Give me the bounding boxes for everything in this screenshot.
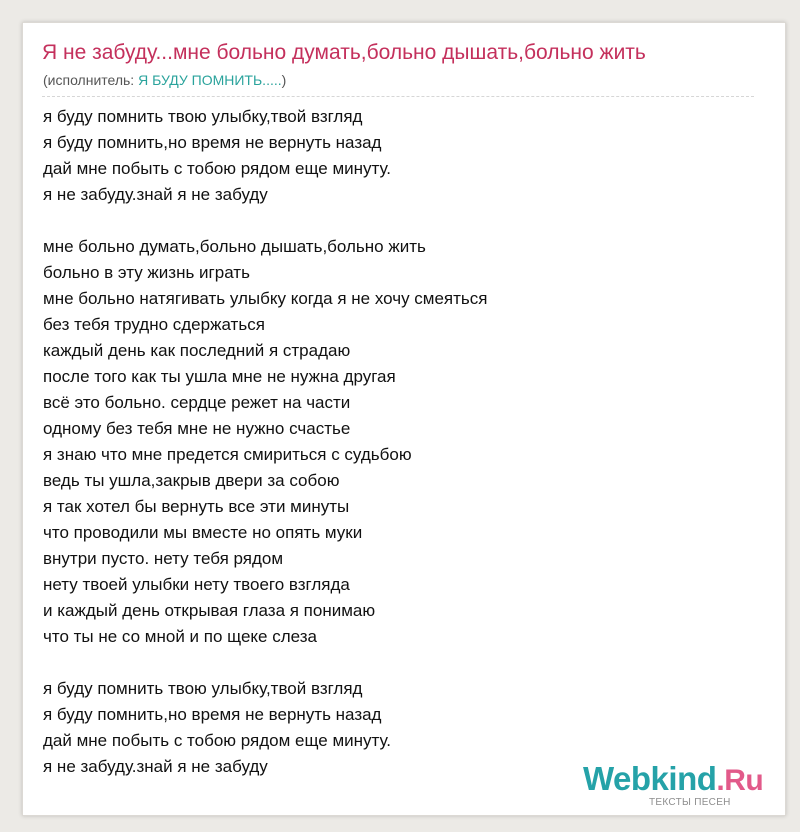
logo-tagline: ТЕКСТЫ ПЕСЕН	[649, 797, 731, 808]
lyric-line: нету твоей улыбки нету твоего взгляда	[43, 575, 350, 594]
lyric-line: всё это больно. сердце режет на части	[43, 393, 351, 412]
lyric-line: я буду помнить,но время не вернуть назад	[43, 705, 382, 724]
webkind-logo[interactable]	[583, 760, 763, 798]
lyric-line: я не забуду.знай я не забуду	[43, 757, 268, 776]
lyric-line: после того как ты ушла мне не нужна другая	[43, 367, 396, 386]
artist-suffix: )	[281, 72, 287, 88]
artist-link[interactable]: Я БУДУ ПОМНИТЬ.....	[138, 72, 282, 88]
lyric-line: мне больно думать,больно дышать,больно жить	[43, 237, 426, 256]
lyric-line: я буду помнить твою улыбку,твой взгляд	[43, 107, 363, 126]
logo-main: Webkind	[583, 760, 717, 797]
lyrics-body	[43, 104, 488, 806]
title-divider	[42, 96, 754, 97]
logo-tld: .Ru	[716, 764, 764, 797]
song-title: Я не забуду...мне больно думать,больно дышать,больно жить	[42, 41, 646, 64]
lyric-line: одному без тебя мне не нужно счастье	[43, 419, 351, 438]
lyrics-stanza	[43, 676, 488, 780]
lyric-line: я не забуду.знай я не забуду	[43, 185, 268, 204]
lyric-line: я буду помнить,но время не вернуть назад	[43, 133, 382, 152]
lyric-line: без тебя трудно сдержаться	[43, 315, 265, 334]
lyrics-stanza	[43, 104, 488, 208]
lyric-line: внутри пусто. нету тебя рядом	[43, 549, 284, 568]
lyric-line: я так хотел бы вернуть все эти минуты	[43, 497, 350, 516]
lyric-line: больно в эту жизнь играть	[43, 263, 250, 282]
lyric-line: дай мне побыть с тобою рядом еще минуту.	[43, 159, 392, 178]
lyric-line: дай мне побыть с тобою рядом еще минуту.	[43, 731, 392, 750]
lyric-line: я знаю что мне предется смириться с судьбою	[43, 445, 412, 464]
lyrics-stanza	[43, 234, 488, 650]
artist-prefix: (исполнитель:	[43, 72, 139, 88]
lyric-line: что проводили мы вместе но опять муки	[43, 523, 363, 542]
lyric-line: и каждый день открывая глаза я понимаю	[43, 601, 376, 620]
lyric-line: ведь ты ушла,закрыв двери за собою	[43, 471, 340, 490]
lyric-line: мне больно натягивать улыбку когда я не хочу смеяться	[43, 289, 488, 308]
artist-line	[43, 72, 286, 88]
lyric-line: что ты не со мной и по щеке слеза	[43, 627, 317, 646]
lyric-line: каждый день как последний я страдаю	[43, 341, 351, 360]
lyric-line: я буду помнить твою улыбку,твой взгляд	[43, 679, 363, 698]
